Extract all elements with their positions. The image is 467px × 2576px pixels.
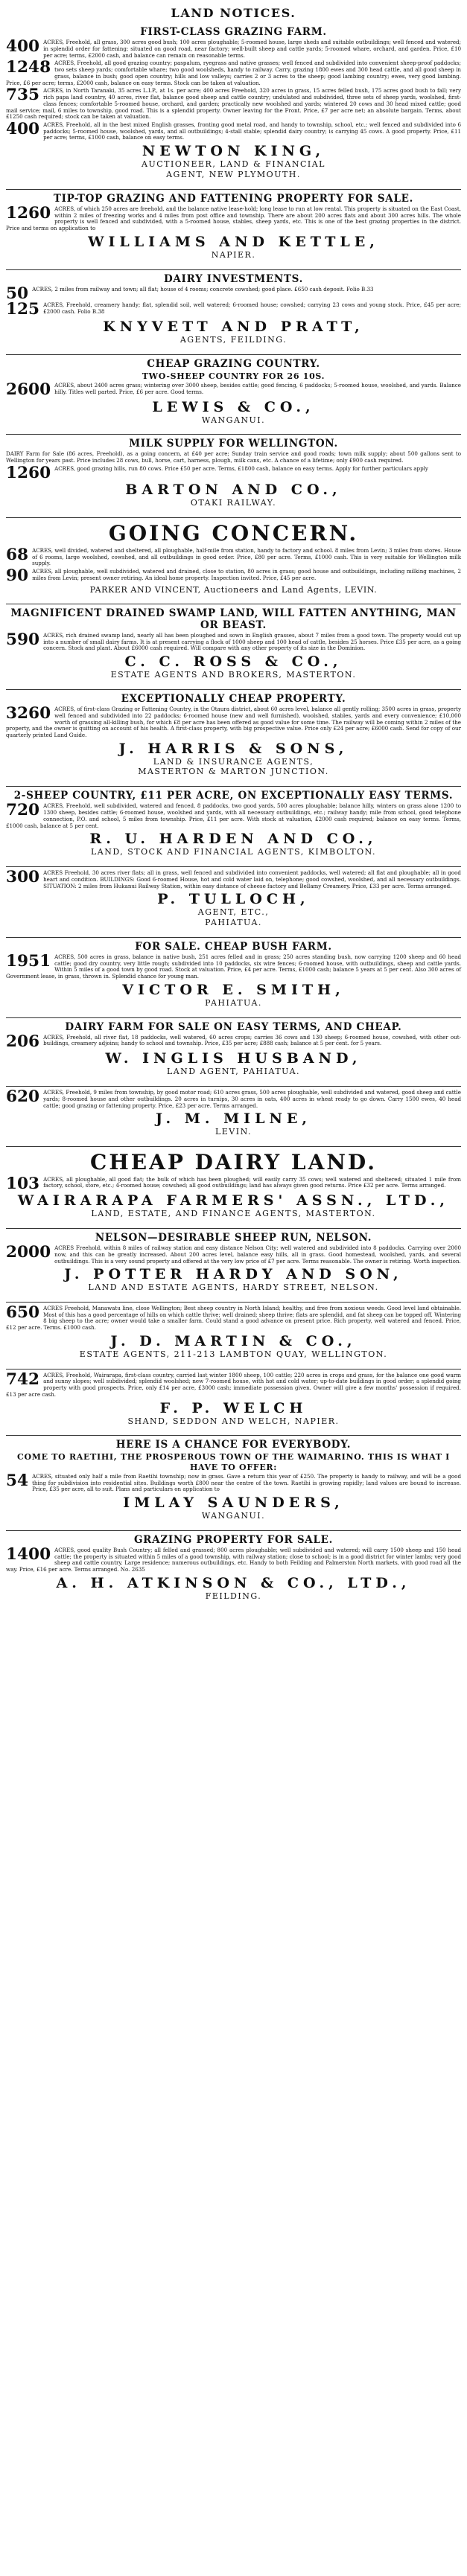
land-advertisement <box>6 599 461 680</box>
property-listing <box>6 122 461 141</box>
property-listing <box>6 706 461 739</box>
listing-text: ACRES, all ploughable, all good flat; the bulk of which has been ploughed; will easily carry 35 cows; well watered and sheltered; situated 1 mile from factory, school, store, etc.; 4-roomed house; cowshed; all good outbuildings; land has always given good returns. Price £32 per acre. Terms arranged. <box>43 1175 461 1189</box>
agent-block <box>6 1334 461 1360</box>
acreage-figure: 300 <box>6 868 40 887</box>
listing-text: ACRES, all ploughable, well subdivided, watered and drained, close to station, 80 acres in grass; good house and outbuildings, including milking machines, 2 miles from Levin; present owner retiring. An ideal home property. Inspection invited. Price, £45 per acre. <box>32 568 461 581</box>
ad-divider <box>6 189 461 190</box>
property-listing <box>6 870 461 889</box>
agent-block <box>6 1193 461 1219</box>
acreage-figure: 103 <box>6 1174 40 1193</box>
agent-address: ESTATE AGENTS AND BROKERS, MASTERTON. <box>110 670 357 680</box>
ad-divider <box>6 434 461 435</box>
agent-block <box>6 1111 461 1137</box>
ad-divider <box>6 937 461 938</box>
agent-name: WILLIAMS AND KETTLE, <box>88 233 379 250</box>
ad-heading: GOING CONCERN. <box>108 521 359 546</box>
ad-heading: EXCEPTIONALLY CHEAP PROPERTY. <box>121 692 346 705</box>
property-listing <box>6 203 461 232</box>
ad-heading: CHEAP DAIRY LAND. <box>90 1149 377 1174</box>
agent-block <box>6 1267 461 1293</box>
acreage-figure: 50 <box>6 284 29 303</box>
agent-block <box>6 1401 461 1427</box>
property-listing <box>6 951 461 980</box>
agent-address: AUCTIONEER, LAND & FINANCIAL <box>142 159 325 170</box>
property-listing <box>6 284 461 303</box>
listing-text: ACRES Freehold, 30 acres river flats; all in grass, well fenced and subdivided into convenient paddocks, well watered; all flat and ploughable; all in good heart and condition. BUILDINGS: Good 6-roomed House, hot and cold water laid on, telephone; good cowshed, woolshed, and all necessary outbuildings. SITUATION: 2 miles from Hukanui Railway Station, within easy distance of cheese factory and Bellamy Creamery. Price, £33 per acre. Terms arranged. <box>43 869 461 889</box>
agent-address: SHAND, SEDDON AND WELCH, NAPIER. <box>127 1416 340 1426</box>
land-advertisement <box>6 513 461 594</box>
property-listing <box>6 566 461 585</box>
ad-divider <box>6 1302 461 1303</box>
agent-address: MASTERTON & MARTON JUNCTION. <box>138 767 329 777</box>
agent-block <box>6 400 461 426</box>
ad-heading: MILK SUPPLY FOR WELLINGTON. <box>129 438 338 450</box>
listing-text: ACRES, of first-class Grazing or Fattening Country, in the Otaura district, about 60 acres level, balance all gently rolling; 3500 acres in grass, property well fenced and subdivided into 22 paddocks; 6-roomed house (new and well furnished), woolshed, stables, yards and every convenience; £10,000 worth of grassing all-killing bush, for which £8 per acre has been offered as good value for some time. The railway will be coming within 2 miles of the property, and the owner is quitting on account of his health. A first-class property, with big prospective value. Price only £24 per acre; £6000 cash. Send for copy of our quarterly printed Land Guide. <box>6 706 461 738</box>
agent-name: IMLAY SAUNDERS, <box>123 1495 344 1512</box>
acreage-figure: 742 <box>6 1370 40 1389</box>
ad-heading: DAIRY INVESTMENTS. <box>163 272 304 285</box>
property-listing <box>6 60 461 86</box>
ad-divider <box>6 689 461 690</box>
acreage-figure: 400 <box>6 120 40 138</box>
acreage-figure: 125 <box>6 300 40 319</box>
ad-heading: DAIRY FARM FOR SALE ON EASY TERMS, AND CHEAP. <box>65 1020 402 1033</box>
land-advertisement <box>6 350 461 426</box>
land-advertisement <box>6 1224 461 1293</box>
property-listing <box>6 1471 461 1493</box>
listing-text: ACRES, Freehold, Wairarapa, first-class country, carried last winter 1800 sheep, 100 cattle; 220 acres in crops and grass, for the balance one good warm and sunny slopes; well subdivided; splendid woolshed; new 7-roomed house, with hot and cold water; up-to-date buildings in good order; a splendid going property with good prospects. Price, only £14 per acre, £3000 cash; immediate possession given. Owner will give a few months' possession if required. £13 per acre cash. <box>6 1371 461 1398</box>
acreage-figure: 3260 <box>6 704 51 723</box>
acreage-figure: 2000 <box>6 1243 51 1262</box>
ad-divider <box>6 354 461 355</box>
agent-name: WAIRARAPA FARMERS' ASSN., LTD., <box>17 1192 450 1209</box>
listing-text: ACRES, Freehold, all in the best mixed English grasses, fronting good metal road, and handy to township, school, etc.; well fenced and subdivided into 6 paddocks; 5-roomed house, woolshed, yards, and all outbuildings; 4-stall stable; splendid dairy country; is carrying 45 cows. A good property. Price, £11 per acre; terms, £1000 cash, balance on easy terms. <box>43 121 461 141</box>
agent-address: WANGANUI. <box>201 1511 266 1521</box>
listing-text: ACRES, well divided, watered and sheltered, all ploughable, half-mile from station, handy to factory and school. 8 miles from Levin; 3 miles from stores. House of 6 rooms, large woolshed, cowshed, and all outbuildings in good order. Price, £80 per acre. Terms, £1000 cash. This is very suitable for Wellington milk supply. <box>32 546 461 567</box>
agent-block <box>6 654 461 680</box>
listing-text: ACRES, Freehold, creamery handy; flat, splendid soil, well watered; 6-roomed house; cowshed; carrying 23 cows and young stock. Price, £45 per acre; £2000 cash. Folio B.38 <box>43 301 461 316</box>
ad-divider <box>6 517 461 518</box>
property-listing <box>6 545 461 567</box>
listing-text: ACRES, in North Taranaki, 35 acres L.I.P., at 1s. per acre; 400 acres Freehold, 320 acres in grass, 15 acres felled bush, 175 acres good bush to fall; very rich papa land country, 40 acres, river flat, balance good sheep and cattle country; undulated and subdivided, three sets of sheep yards, woolshed, first-class fences; comfortable 5-roomed house, orchard, and garden; practically new woolshed and yards; wintered 20 cows and 30 head mixed cattle; good mail service; mail, 6 miles to township, good road. This is a splendid property. Owner leaving for the Front. Price, £7 per acre net; an absolute bargain. Terms, about £1250 cash required; stock can be taken at valuation. <box>6 87 461 121</box>
listing-text: ACRES, Freehold, all grass, 300 acres good bush; 100 acres ploughable; 5-roomed house, large sheds and suitable outbuildings; well fenced and watered; in splendid order for fattening; situated on good road, near factory; well-built sheep and cattle yards; 5-roomed whare, orchard, and garden. Price, £10 per acre; terms, £2000 cash, and balance can remain on reasonable terms. <box>43 39 461 59</box>
agent-block <box>6 319 461 345</box>
property-listing <box>6 1174 461 1193</box>
agent-block <box>6 1495 461 1521</box>
property-listing <box>6 1544 461 1573</box>
agent-name: R. U. HARDEN AND CO., <box>89 831 378 848</box>
listing-text: ACRES, 2 miles from railway and town; all flat; house of 4 rooms; concrete cowshed; good place. £650 cash deposit. Folio B.33 <box>32 285 374 293</box>
agent-block <box>6 831 461 857</box>
land-advertisement <box>6 1081 461 1137</box>
acreage-figure: 1260 <box>6 203 51 223</box>
agent-address: LAND AND ESTATE AGENTS, HARDY STREET, NELSON. <box>88 1282 379 1293</box>
agent-name: BARTON AND CO., <box>125 482 342 499</box>
agent-address: LAND, STOCK AND FINANCIAL AGENTS, KIMBOLTON. <box>90 847 377 857</box>
listing-text: ACRES, Freehold, well subdivided, watered and fenced, 8 paddocks, two good yards, 500 acres ploughable; balance hilly, winters on grass alone 1200 to 1300 sheep, besides cattle; 6-roomed house, woolshed and yards, with all necessary outbuildings, etc.; railway handy; mile from school, good telephone connection, P.O. and school, 5 miles from township. Price, £11 per acre. With stock at valuation, £2000 cash required; balance on easy terms. Terms, £1000 cash, balance at 5 per cent. <box>6 802 461 829</box>
agent-name: J. HARRIS & SONS, <box>118 740 349 757</box>
agent-address: AGENT, NEW PLYMOUTH. <box>166 169 301 179</box>
ad-heading: 2-SHEEP COUNTRY, £11 PER ACRE, ON EXCEPTIONALLY EASY TERMS. <box>13 790 454 802</box>
land-advertisement <box>6 1526 461 1602</box>
listing-text: ACRES, Freehold, all river flat, 18 paddocks, well watered, 60 acres crops; carries 36 cows and 130 sheep; 6-roomed house, cowshed, with other out-buildings, creamery adjoins; handy to school and township. Price, £35 per acre; £888 cash; balance at 5 per cent. for 5 years. <box>43 1033 461 1047</box>
listing-text: ACRES, good quality Bush Country; all felled and grassed; 800 acres ploughable; well subdivided and watered; will carry 1500 sheep and 150 head cattle; the property is situated within 5 miles of a good township, with railway station; close to school; is in a good district for winter lambs; very good sheep and cattle country. Large residence; numerous outbuildings, etc. Handy to both Feilding and Palmerston North markets, with good road all the way. Price, £16 per acre. Terms arranged. No. 2635 <box>6 1546 461 1573</box>
agent-name: F. P. WELCH <box>159 1399 308 1416</box>
agent-block <box>6 1051 461 1077</box>
agent-address: LAND, ESTATE, AND FINANCE AGENTS, MASTERTON. <box>91 1209 376 1219</box>
ad-heading: HERE IS A CHANCE FOR EVERYBODY. <box>115 1439 352 1451</box>
listing-text: ACRES, Freehold, 9 miles from township, by good motor road; 610 acres grass, 500 acres ploughable, well subdivided and watered, good sheep and cattle yards; 8-roomed house and other outbuildings. 20 acres in turnips, 30 acres in oats, 400 acres in wheat ready to go down. Carry 1500 ewes, 40 head cattle; good grazing or fattening property. Price, £23 per acre. Terms arranged. <box>43 1089 461 1109</box>
land-advertisement <box>6 429 461 508</box>
agent-name: LEWIS & CO., <box>152 398 315 415</box>
ad-divider <box>6 866 461 867</box>
listing-text: ACRES, of which 250 acres are freehold, and the balance native lease-hold; long lease to run at low rental. This property is situated on the East Coast, within 2 miles of freezing works and 4 miles from post office and township. There are about 200 acres flats and about 300 acres hills. The whole property is well fenced and subdivided, with a 5-roomed house, stables, sheep yards, etc. This is one of the best grazing properties in the district. Price and terms on application to <box>6 205 461 232</box>
acreage-figure: 54 <box>6 1471 29 1490</box>
acreage-figure: 590 <box>6 630 40 649</box>
acreage-figure: 1248 <box>6 58 51 77</box>
property-listing <box>6 39 461 59</box>
land-advertisement <box>6 685 461 777</box>
ad-heading: MAGNIFICENT DRAINED SWAMP LAND, WILL FATTEN ANYTHING, MAN OR BEAST. <box>10 607 457 631</box>
property-listing <box>6 1372 461 1399</box>
land-advertisement <box>6 862 461 928</box>
advertisements <box>6 25 461 1602</box>
land-advertisement <box>6 1013 461 1077</box>
acreage-figure: 400 <box>6 37 40 57</box>
agent-name: KNYVETT AND PRATT, <box>103 318 364 335</box>
agent-name: J. D. MARTIN & CO., <box>110 1332 357 1349</box>
ad-divider <box>6 1369 461 1370</box>
acreage-figure: 90 <box>6 566 29 585</box>
agent-contact: PARKER AND VINCENT, Auctioneers and Land Agents, LEVIN. <box>89 584 378 595</box>
acreage-figure: 206 <box>6 1032 40 1051</box>
acreage-figure: 650 <box>6 1303 40 1322</box>
agent-address: NAPIER. <box>211 249 256 260</box>
agent-address: WANGANUI. <box>201 415 266 425</box>
listing-text: ACRES Freehold, within 8 miles of railway station and easy distance Nelson City; well watered and subdivided into 8 paddocks. Carrying over 2000 now, and this can be greatly increased. About 200 acres level, balance easy hills, all in grass. Good homestead, woolshed, yards, and several outbuildings. This is a very sound property and offered at the very low price of £7 per acre. Terms reasonable. The owner is retiring. Worth inspection. <box>54 1244 461 1265</box>
property-listing <box>6 451 461 464</box>
acreage-figure: 68 <box>6 545 29 564</box>
listing-text: ACRES, situated only half a mile from Raetihi township; now in grass. Gave a return this year of £250. The property is handy to railway, and will be a good thing for subdivision into residential sites. Buildings worth £800 near the centre of the town. Raetihi is growing rapidly; land values are bound to increase. Price, £35 per acre, all to suit. Plans and particulars on application to <box>32 1472 461 1493</box>
ad-divider <box>6 269 461 270</box>
agent-name: W. INGLIS HUSBAND, <box>105 1050 362 1067</box>
land-advertisement <box>6 1297 461 1360</box>
ad-heading: TIP-TOP GRAZING AND FATTENING PROPERTY FOR SALE. <box>53 192 414 205</box>
agent-address: LEVIN. <box>215 1127 252 1137</box>
acreage-figure: 2600 <box>6 380 51 399</box>
property-listing <box>6 1305 461 1332</box>
listing-text: DAIRY Farm for Sale (86 acres, Freehold), as a going concern, at £40 per acre; Sunday train service and good roads; town milk supply; about 500 gallons sent to Wellington for years past. Price includes 28 cows, bull, horse, cart, harness, plough, milk cans, etc. A chance of a lifetime; only £900 cash required. <box>6 450 461 464</box>
property-listing <box>6 1087 461 1109</box>
ad-divider <box>6 1146 461 1147</box>
land-advertisement <box>6 25 461 180</box>
listing-text: ACRES, rich drained swamp land, nearly all has been ploughed and sown in English grasses, about 7 miles from a good town. The property would cut up into a number of small dairy farms. It is at present carrying a flock of 1000 sheep and 100 head of cattle, besides 25 horses. Price £35 per acre, as a going concern. Stock and plant. About £6000 cash required. Will compare with any other property of its size in the Dominion. <box>43 631 461 652</box>
agent-block <box>6 741 461 777</box>
acreage-figure: 1951 <box>6 951 51 971</box>
property-listing <box>6 302 461 317</box>
agent-name: C. C. ROSS & CO., <box>124 653 343 671</box>
ad-heading: FOR SALE. CHEAP BUSH FARM. <box>135 940 332 953</box>
ad-divider <box>6 1435 461 1436</box>
agent-name: P. TULLOCH, <box>157 891 310 908</box>
agent-address: OTAKI RAILWAY. <box>190 498 277 508</box>
land-advertisement <box>6 185 461 261</box>
property-listing <box>6 803 461 829</box>
listing-text: ACRES, about 2400 acres grass; wintering over 3000 sheep, besides cattle; good fencing, 6 paddocks; 5-roomed house, woolshed, and yards. Balance hilly. Titles well parted. Price, £6 per acre. Good terms. <box>54 381 461 395</box>
listing-text: ACRES, good grazing hills, run 80 cows. Price £50 per acre. Terms, £1800 cash, balance on easy terms. Apply for further particulars apply <box>54 464 428 472</box>
property-listing <box>6 463 461 482</box>
listing-text: ACRES, Freehold, all good grazing country; paspalum, ryegrass and native grasses; well fenced and subdivided into convenient sheep-proof paddocks; two sets sheep yards; comfortable whare; two good woolsheds, handy to railway. Carry, grazing 1800 ewes and 300 head cattle, and all good sheep in grass, balance in bush; good open country; hills and low valleys; carries 2 or 3 acres to the sheep; good lambing country; ewes, very good lambing. Price, £6 per acre; terms, £2000 cash, balance on easy terms. Stock can be taken at valuation. <box>6 60 461 86</box>
land-advertisement <box>6 933 461 1009</box>
ad-heading: GRAZING PROPERTY FOR SALE. <box>133 1533 334 1546</box>
ad-heading: CHEAP GRAZING COUNTRY. <box>147 357 320 370</box>
agent-name: NEWTON KING, <box>142 143 325 160</box>
ad-heading: FIRST-CLASS GRAZING FARM. <box>140 26 327 38</box>
agent-block <box>6 482 461 508</box>
agent-name: J. POTTER HARDY AND SON, <box>64 1266 403 1283</box>
agent-name: J. M. MILNE, <box>155 1110 312 1128</box>
ad-subheading: TWO-SHEEP COUNTRY FOR 26 10S. <box>142 371 325 381</box>
agent-name: A. H. ATKINSON & CO., LTD., <box>56 1574 411 1591</box>
property-listing <box>6 1245 461 1265</box>
ad-divider <box>6 1017 461 1018</box>
agent-address: PAHIATUA. <box>205 997 262 1008</box>
land-advertisement <box>6 782 461 857</box>
ad-subheading: COME TO RAETIHI, THE PROSPEROUS TOWN OF THE WAIMARINO. THIS IS WHAT I HAVE TO OFFER: <box>17 1452 450 1472</box>
agent-address: LAND AGENT, PAHIATUA. <box>166 1067 301 1077</box>
agent-block <box>6 982 461 1009</box>
acreage-figure: 735 <box>6 86 40 105</box>
agent-address: AGENTS, FEILDING. <box>180 334 287 345</box>
property-listing <box>6 380 461 399</box>
land-advertisement <box>6 1142 461 1219</box>
agent-address: PAHIATUA. <box>205 917 262 927</box>
acreage-figure: 720 <box>6 801 40 820</box>
agent-address: AGENT, ETC., <box>197 907 270 918</box>
section-header: LAND NOTICES. <box>171 6 296 20</box>
ad-divider <box>6 786 461 787</box>
land-advertisement <box>6 1431 461 1521</box>
land-advertisement <box>6 265 461 345</box>
agent-block <box>6 1576 461 1602</box>
agent-address: FEILDING. <box>205 1591 262 1601</box>
ad-heading: NELSON—DESIRABLE SHEEP RUN, NELSON. <box>95 1231 372 1244</box>
ad-divider <box>6 1086 461 1087</box>
property-listing <box>6 1032 461 1051</box>
property-listing <box>6 630 461 652</box>
acreage-figure: 1260 <box>6 463 51 482</box>
agent-block <box>6 234 461 261</box>
agent-block <box>6 892 461 927</box>
acreage-figure: 1400 <box>6 1544 51 1564</box>
ad-divider <box>6 1228 461 1229</box>
acreage-figure: 620 <box>6 1087 40 1107</box>
listing-text: ACRES Freehold, Manawatu line, close Wellington; Best sheep country in North Island; healthy, and free from noxious weeds. Good level land obtainable. Most of this has a good percentage of hills on which cattle thrive; well drained; sheep thrive; flats are splendid, and fat sheep can be topped off. Wintering 8 big sheep to the acre; owner would take a smaller farm. Could stand a good advance on present price. Rich property, well watered and fenced. Price, £12 per acre. Terms. £1000 cash. <box>6 1304 461 1332</box>
listing-text: ACRES, 500 acres in grass, balance in native bush, 251 acres felled and in grass; 250 acres standing bush, now carrying 1200 sheep and 60 head cattle; good dry country, very little rough; subdivided into 10 paddocks, six wire fences; 6-roomed house, with outbuildings, sheep and cattle yards. Within 5 miles of a good town by good road. Stock at valuation. Price, £4 per acre. Terms, £1000 cash; balance 5 years at 5 per cent. Also 300 acres of Government lease, in grass, thrown in. Splendid chance for young man. <box>6 953 461 980</box>
agent-block <box>6 144 461 179</box>
agent-address: LAND & INSURANCE AGENTS, <box>153 756 314 767</box>
agent-name: VICTOR E. SMITH, <box>122 981 345 998</box>
property-listing <box>6 88 461 121</box>
agent-address: ESTATE AGENTS, 211-213 LAMBTON QUAY, WELLINGTON. <box>79 1349 388 1359</box>
ad-divider <box>6 1530 461 1531</box>
land-advertisement <box>6 1364 461 1427</box>
